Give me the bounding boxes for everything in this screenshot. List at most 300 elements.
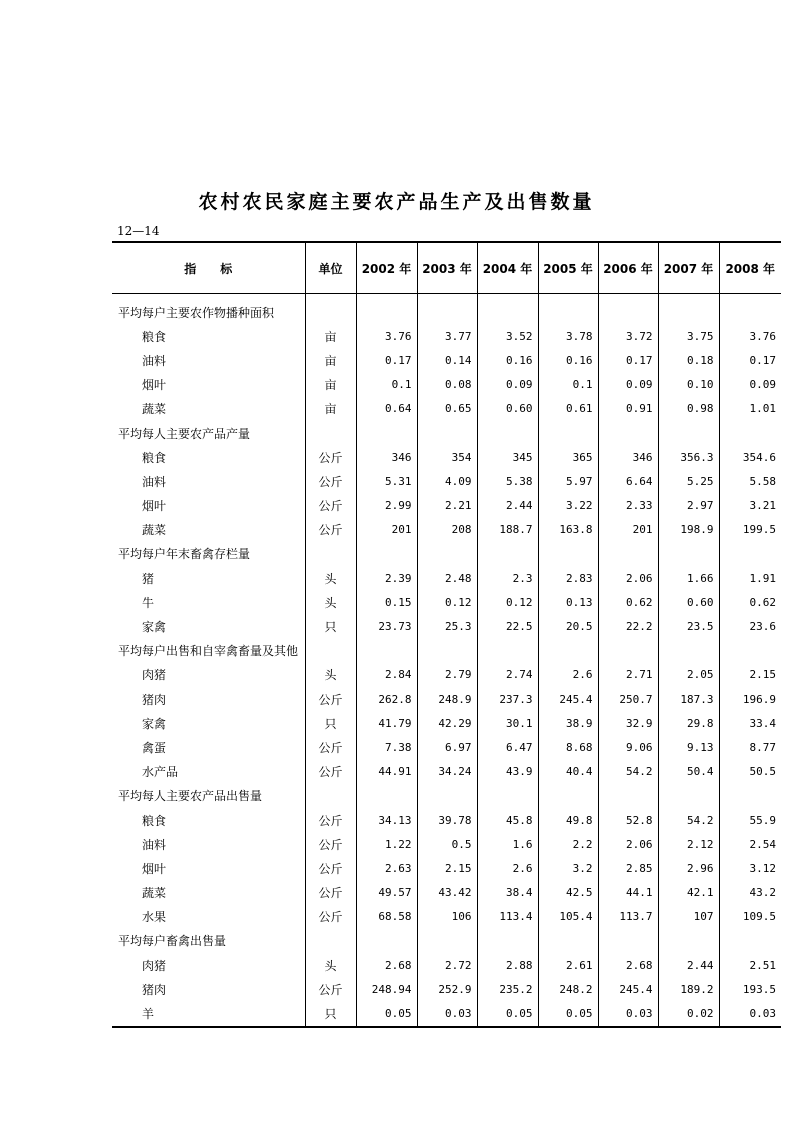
value-cell: 55.9 bbox=[719, 808, 781, 832]
table-row bbox=[112, 494, 781, 518]
value-cell bbox=[658, 542, 719, 566]
unit-cell: 头 bbox=[305, 663, 356, 687]
unit-cell: 头 bbox=[305, 566, 356, 590]
value-cell bbox=[598, 421, 658, 445]
value-cell bbox=[356, 294, 417, 325]
value-cell: 41.79 bbox=[356, 711, 417, 735]
value-cell bbox=[538, 542, 598, 566]
category-label: 平均每户出售和自宰禽畜量及其他 bbox=[118, 644, 299, 659]
category-row bbox=[112, 542, 781, 566]
value-cell: 0.08 bbox=[417, 373, 477, 397]
value-cell: 0.05 bbox=[477, 1001, 538, 1026]
value-cell: 0.16 bbox=[477, 348, 538, 372]
value-cell: 30.1 bbox=[477, 711, 538, 735]
value-cell: 163.8 bbox=[538, 518, 598, 542]
value-cell: 189.2 bbox=[658, 977, 719, 1001]
value-cell: 22.2 bbox=[598, 614, 658, 638]
value-cell: 49.57 bbox=[356, 881, 417, 905]
value-cell: 2.2 bbox=[538, 832, 598, 856]
value-cell: 3.77 bbox=[417, 324, 477, 348]
value-cell bbox=[538, 929, 598, 953]
value-cell: 43.42 bbox=[417, 881, 477, 905]
value-cell: 23.6 bbox=[719, 614, 781, 638]
value-cell bbox=[598, 929, 658, 953]
value-cell: 245.4 bbox=[598, 977, 658, 1001]
value-cell: 0.14 bbox=[417, 348, 477, 372]
indicator-label: 猪 bbox=[142, 571, 155, 586]
value-cell: 43.2 bbox=[719, 881, 781, 905]
value-cell: 2.12 bbox=[658, 832, 719, 856]
value-cell: 0.05 bbox=[356, 1001, 417, 1026]
unit-cell: 亩 bbox=[305, 324, 356, 348]
unit-cell: 公斤 bbox=[305, 687, 356, 711]
header-indicator: 指 标 bbox=[112, 242, 305, 294]
indicator-label: 蔬菜 bbox=[142, 402, 167, 417]
value-cell: 68.58 bbox=[356, 905, 417, 929]
table-row bbox=[112, 687, 781, 711]
table-row bbox=[112, 953, 781, 977]
value-cell: 52.8 bbox=[598, 808, 658, 832]
value-cell: 20.5 bbox=[538, 614, 598, 638]
value-cell: 0.1 bbox=[538, 373, 598, 397]
indicator-label: 猪肉 bbox=[142, 692, 167, 707]
indicator-label: 粮食 bbox=[142, 329, 167, 344]
table-row bbox=[112, 469, 781, 493]
value-cell: 1.01 bbox=[719, 397, 781, 421]
value-cell bbox=[719, 784, 781, 808]
value-cell: 0.09 bbox=[719, 373, 781, 397]
value-cell: 105.4 bbox=[538, 905, 598, 929]
page-title: 农村农民家庭主要农产品生产及出售数量 bbox=[198, 191, 595, 213]
table-row bbox=[112, 518, 781, 542]
table-row bbox=[112, 348, 781, 372]
value-cell: 2.79 bbox=[417, 663, 477, 687]
value-cell bbox=[658, 421, 719, 445]
value-cell: 3.12 bbox=[719, 856, 781, 880]
value-cell: 2.39 bbox=[356, 566, 417, 590]
unit-cell bbox=[305, 421, 356, 445]
value-cell: 0.03 bbox=[598, 1001, 658, 1026]
value-cell bbox=[719, 929, 781, 953]
value-cell: 2.51 bbox=[719, 953, 781, 977]
header-year: 2007 年 bbox=[658, 242, 719, 294]
value-cell bbox=[477, 421, 538, 445]
indicator-label: 油料 bbox=[142, 837, 167, 852]
value-cell: 2.84 bbox=[356, 663, 417, 687]
indicator-label: 家禽 bbox=[142, 716, 167, 731]
value-cell: 354.6 bbox=[719, 445, 781, 469]
unit-cell: 公斤 bbox=[305, 977, 356, 1001]
value-cell: 188.7 bbox=[477, 518, 538, 542]
value-cell: 3.76 bbox=[356, 324, 417, 348]
header-year: 2006 年 bbox=[598, 242, 658, 294]
value-cell: 2.97 bbox=[658, 494, 719, 518]
value-cell: 201 bbox=[598, 518, 658, 542]
value-cell: 7.38 bbox=[356, 735, 417, 759]
value-cell: 0.15 bbox=[356, 590, 417, 614]
value-cell: 0.60 bbox=[658, 590, 719, 614]
value-cell: 2.6 bbox=[477, 856, 538, 880]
value-cell bbox=[356, 542, 417, 566]
unit-cell: 头 bbox=[305, 590, 356, 614]
table-row bbox=[112, 735, 781, 759]
value-cell: 33.4 bbox=[719, 711, 781, 735]
category-row bbox=[112, 929, 781, 953]
value-cell: 2.15 bbox=[719, 663, 781, 687]
indicator-label: 油料 bbox=[142, 353, 167, 368]
value-cell: 0.12 bbox=[477, 590, 538, 614]
indicator-label: 粮食 bbox=[142, 450, 167, 465]
value-cell: 346 bbox=[598, 445, 658, 469]
value-cell: 252.9 bbox=[417, 977, 477, 1001]
indicator-label: 牛 bbox=[142, 595, 155, 610]
value-cell bbox=[356, 929, 417, 953]
value-cell: 54.2 bbox=[658, 808, 719, 832]
value-cell bbox=[719, 542, 781, 566]
value-cell: 9.06 bbox=[598, 735, 658, 759]
value-cell: 248.94 bbox=[356, 977, 417, 1001]
table-row bbox=[112, 881, 781, 905]
value-cell bbox=[538, 294, 598, 325]
value-cell: 25.3 bbox=[417, 614, 477, 638]
value-cell: 0.03 bbox=[719, 1001, 781, 1026]
table-row bbox=[112, 808, 781, 832]
value-cell bbox=[658, 929, 719, 953]
unit-cell: 公斤 bbox=[305, 905, 356, 929]
indicator-label: 肉猪 bbox=[142, 668, 167, 683]
value-cell bbox=[598, 294, 658, 325]
value-cell: 2.44 bbox=[477, 494, 538, 518]
value-cell: 0.03 bbox=[417, 1001, 477, 1026]
value-cell: 2.72 bbox=[417, 953, 477, 977]
statistics-table bbox=[112, 241, 781, 1028]
category-row bbox=[112, 294, 781, 325]
value-cell: 2.88 bbox=[477, 953, 538, 977]
value-cell: 0.60 bbox=[477, 397, 538, 421]
value-cell: 2.15 bbox=[417, 856, 477, 880]
unit-cell bbox=[305, 639, 356, 663]
value-cell: 2.61 bbox=[538, 953, 598, 977]
value-cell: 34.24 bbox=[417, 760, 477, 784]
category-label: 平均每人主要农产品出售量 bbox=[118, 789, 263, 804]
unit-cell bbox=[305, 294, 356, 325]
value-cell: 2.6 bbox=[538, 663, 598, 687]
value-cell: 356.3 bbox=[658, 445, 719, 469]
unit-cell: 公斤 bbox=[305, 856, 356, 880]
value-cell: 50.4 bbox=[658, 760, 719, 784]
value-cell: 2.21 bbox=[417, 494, 477, 518]
value-cell: 0.17 bbox=[356, 348, 417, 372]
value-cell: 1.6 bbox=[477, 832, 538, 856]
value-cell: 2.48 bbox=[417, 566, 477, 590]
value-cell: 235.2 bbox=[477, 977, 538, 1001]
value-cell: 0.62 bbox=[719, 590, 781, 614]
value-cell: 6.97 bbox=[417, 735, 477, 759]
table-row bbox=[112, 1001, 781, 1026]
value-cell bbox=[719, 639, 781, 663]
value-cell: 193.5 bbox=[719, 977, 781, 1001]
indicator-label: 猪肉 bbox=[142, 982, 167, 997]
header-year: 2002 年 bbox=[356, 242, 417, 294]
indicator-label: 水产品 bbox=[142, 765, 179, 780]
value-cell: 2.3 bbox=[477, 566, 538, 590]
value-cell bbox=[538, 639, 598, 663]
value-cell: 262.8 bbox=[356, 687, 417, 711]
value-cell: 49.8 bbox=[538, 808, 598, 832]
unit-cell: 公斤 bbox=[305, 735, 356, 759]
value-cell bbox=[719, 294, 781, 325]
value-cell bbox=[477, 784, 538, 808]
value-cell bbox=[477, 639, 538, 663]
indicator-label: 油料 bbox=[142, 474, 167, 489]
value-cell: 2.06 bbox=[598, 832, 658, 856]
value-cell: 107 bbox=[658, 905, 719, 929]
unit-cell: 公斤 bbox=[305, 445, 356, 469]
value-cell: 199.5 bbox=[719, 518, 781, 542]
value-cell: 0.61 bbox=[538, 397, 598, 421]
category-label: 平均每人主要农产品产量 bbox=[118, 426, 251, 441]
table-row bbox=[112, 760, 781, 784]
value-cell: 201 bbox=[356, 518, 417, 542]
unit-cell: 只 bbox=[305, 1001, 356, 1026]
value-cell bbox=[658, 639, 719, 663]
value-cell: 2.05 bbox=[658, 663, 719, 687]
value-cell: 3.75 bbox=[658, 324, 719, 348]
value-cell: 208 bbox=[417, 518, 477, 542]
value-cell: 0.16 bbox=[538, 348, 598, 372]
value-cell: 113.7 bbox=[598, 905, 658, 929]
value-cell: 346 bbox=[356, 445, 417, 469]
value-cell: 0.65 bbox=[417, 397, 477, 421]
value-cell bbox=[417, 542, 477, 566]
value-cell: 44.91 bbox=[356, 760, 417, 784]
indicator-label: 蔬菜 bbox=[142, 523, 167, 538]
value-cell: 32.9 bbox=[598, 711, 658, 735]
value-cell: 38.4 bbox=[477, 881, 538, 905]
value-cell: 237.3 bbox=[477, 687, 538, 711]
value-cell: 3.76 bbox=[719, 324, 781, 348]
value-cell bbox=[658, 784, 719, 808]
table-header-row bbox=[112, 242, 781, 294]
value-cell: 2.54 bbox=[719, 832, 781, 856]
unit-cell: 亩 bbox=[305, 348, 356, 372]
table-row bbox=[112, 566, 781, 590]
value-cell: 2.85 bbox=[598, 856, 658, 880]
indicator-label: 烟叶 bbox=[142, 378, 167, 393]
indicator-label: 家禽 bbox=[142, 620, 167, 635]
value-cell: 187.3 bbox=[658, 687, 719, 711]
indicator-label: 禽蛋 bbox=[142, 740, 167, 755]
value-cell bbox=[477, 929, 538, 953]
value-cell: 0.02 bbox=[658, 1001, 719, 1026]
value-cell bbox=[658, 294, 719, 325]
indicator-label: 肉猪 bbox=[142, 958, 167, 973]
value-cell: 2.44 bbox=[658, 953, 719, 977]
table-row bbox=[112, 590, 781, 614]
value-cell bbox=[538, 421, 598, 445]
value-cell: 2.68 bbox=[356, 953, 417, 977]
indicator-label: 烟叶 bbox=[142, 499, 167, 514]
table-row bbox=[112, 324, 781, 348]
value-cell: 38.9 bbox=[538, 711, 598, 735]
unit-cell: 亩 bbox=[305, 373, 356, 397]
value-cell: 0.13 bbox=[538, 590, 598, 614]
value-cell: 5.31 bbox=[356, 469, 417, 493]
value-cell: 0.10 bbox=[658, 373, 719, 397]
indicator-label: 蔬菜 bbox=[142, 886, 167, 901]
value-cell: 196.9 bbox=[719, 687, 781, 711]
value-cell bbox=[598, 542, 658, 566]
value-cell: 109.5 bbox=[719, 905, 781, 929]
value-cell: 0.09 bbox=[477, 373, 538, 397]
value-cell: 0.62 bbox=[598, 590, 658, 614]
value-cell bbox=[356, 784, 417, 808]
table-row bbox=[112, 832, 781, 856]
unit-cell bbox=[305, 784, 356, 808]
value-cell bbox=[356, 639, 417, 663]
value-cell: 2.68 bbox=[598, 953, 658, 977]
value-cell: 1.22 bbox=[356, 832, 417, 856]
table-row bbox=[112, 905, 781, 929]
header-year: 2008 年 bbox=[719, 242, 781, 294]
category-label: 平均每户主要农作物播种面积 bbox=[118, 305, 275, 320]
value-cell: 3.52 bbox=[477, 324, 538, 348]
value-cell: 2.63 bbox=[356, 856, 417, 880]
value-cell: 0.91 bbox=[598, 397, 658, 421]
value-cell: 4.09 bbox=[417, 469, 477, 493]
table-row bbox=[112, 445, 781, 469]
value-cell: 34.13 bbox=[356, 808, 417, 832]
header-year: 2005 年 bbox=[538, 242, 598, 294]
value-cell: 8.68 bbox=[538, 735, 598, 759]
value-cell: 54.2 bbox=[598, 760, 658, 784]
value-cell: 6.64 bbox=[598, 469, 658, 493]
value-cell: 42.29 bbox=[417, 711, 477, 735]
indicator-label: 羊 bbox=[142, 1007, 155, 1022]
value-cell: 3.78 bbox=[538, 324, 598, 348]
value-cell: 3.21 bbox=[719, 494, 781, 518]
value-cell: 22.5 bbox=[477, 614, 538, 638]
table-row bbox=[112, 663, 781, 687]
value-cell: 0.09 bbox=[598, 373, 658, 397]
value-cell: 0.18 bbox=[658, 348, 719, 372]
unit-cell: 只 bbox=[305, 614, 356, 638]
value-cell bbox=[417, 294, 477, 325]
value-cell: 42.5 bbox=[538, 881, 598, 905]
table-row bbox=[112, 397, 781, 421]
value-cell: 5.25 bbox=[658, 469, 719, 493]
value-cell bbox=[538, 784, 598, 808]
value-cell: 29.8 bbox=[658, 711, 719, 735]
value-cell: 248.9 bbox=[417, 687, 477, 711]
table-row bbox=[112, 856, 781, 880]
value-cell: 9.13 bbox=[658, 735, 719, 759]
value-cell: 23.73 bbox=[356, 614, 417, 638]
indicator-label: 烟叶 bbox=[142, 861, 167, 876]
value-cell: 0.05 bbox=[538, 1001, 598, 1026]
value-cell: 248.2 bbox=[538, 977, 598, 1001]
value-cell: 0.1 bbox=[356, 373, 417, 397]
header-unit: 单位 bbox=[305, 242, 356, 294]
value-cell bbox=[598, 784, 658, 808]
value-cell: 3.2 bbox=[538, 856, 598, 880]
value-cell: 2.99 bbox=[356, 494, 417, 518]
unit-cell bbox=[305, 929, 356, 953]
table-row bbox=[112, 977, 781, 1001]
table-body bbox=[112, 294, 781, 1027]
value-cell: 113.4 bbox=[477, 905, 538, 929]
value-cell: 43.9 bbox=[477, 760, 538, 784]
value-cell bbox=[417, 421, 477, 445]
value-cell: 250.7 bbox=[598, 687, 658, 711]
value-cell bbox=[477, 542, 538, 566]
value-cell bbox=[417, 929, 477, 953]
value-cell: 365 bbox=[538, 445, 598, 469]
value-cell: 2.96 bbox=[658, 856, 719, 880]
category-row bbox=[112, 639, 781, 663]
value-cell: 3.22 bbox=[538, 494, 598, 518]
value-cell: 0.17 bbox=[598, 348, 658, 372]
value-cell: 40.4 bbox=[538, 760, 598, 784]
value-cell bbox=[356, 421, 417, 445]
indicator-label: 水果 bbox=[142, 910, 167, 925]
value-cell: 5.58 bbox=[719, 469, 781, 493]
value-cell: 0.12 bbox=[417, 590, 477, 614]
header-year: 2004 年 bbox=[477, 242, 538, 294]
unit-cell: 公斤 bbox=[305, 808, 356, 832]
value-cell: 50.5 bbox=[719, 760, 781, 784]
value-cell: 0.5 bbox=[417, 832, 477, 856]
value-cell: 2.71 bbox=[598, 663, 658, 687]
value-cell: 2.74 bbox=[477, 663, 538, 687]
unit-cell: 公斤 bbox=[305, 881, 356, 905]
category-row bbox=[112, 784, 781, 808]
header-year: 2003 年 bbox=[417, 242, 477, 294]
value-cell: 6.47 bbox=[477, 735, 538, 759]
unit-cell bbox=[305, 542, 356, 566]
value-cell: 245.4 bbox=[538, 687, 598, 711]
value-cell: 5.97 bbox=[538, 469, 598, 493]
unit-cell: 公斤 bbox=[305, 760, 356, 784]
value-cell: 45.8 bbox=[477, 808, 538, 832]
value-cell: 42.1 bbox=[658, 881, 719, 905]
unit-cell: 公斤 bbox=[305, 518, 356, 542]
table-row bbox=[112, 711, 781, 735]
value-cell: 1.91 bbox=[719, 566, 781, 590]
value-cell: 106 bbox=[417, 905, 477, 929]
value-cell: 0.17 bbox=[719, 348, 781, 372]
value-cell bbox=[417, 784, 477, 808]
value-cell: 0.64 bbox=[356, 397, 417, 421]
value-cell bbox=[598, 639, 658, 663]
value-cell: 3.72 bbox=[598, 324, 658, 348]
unit-cell: 公斤 bbox=[305, 832, 356, 856]
category-row bbox=[112, 421, 781, 445]
unit-cell: 公斤 bbox=[305, 494, 356, 518]
value-cell: 198.9 bbox=[658, 518, 719, 542]
value-cell: 2.83 bbox=[538, 566, 598, 590]
value-cell: 44.1 bbox=[598, 881, 658, 905]
value-cell bbox=[477, 294, 538, 325]
table-row bbox=[112, 614, 781, 638]
unit-cell: 亩 bbox=[305, 397, 356, 421]
value-cell: 8.77 bbox=[719, 735, 781, 759]
unit-cell: 只 bbox=[305, 711, 356, 735]
value-cell bbox=[417, 639, 477, 663]
value-cell: 2.33 bbox=[598, 494, 658, 518]
value-cell: 0.98 bbox=[658, 397, 719, 421]
table-row bbox=[112, 373, 781, 397]
